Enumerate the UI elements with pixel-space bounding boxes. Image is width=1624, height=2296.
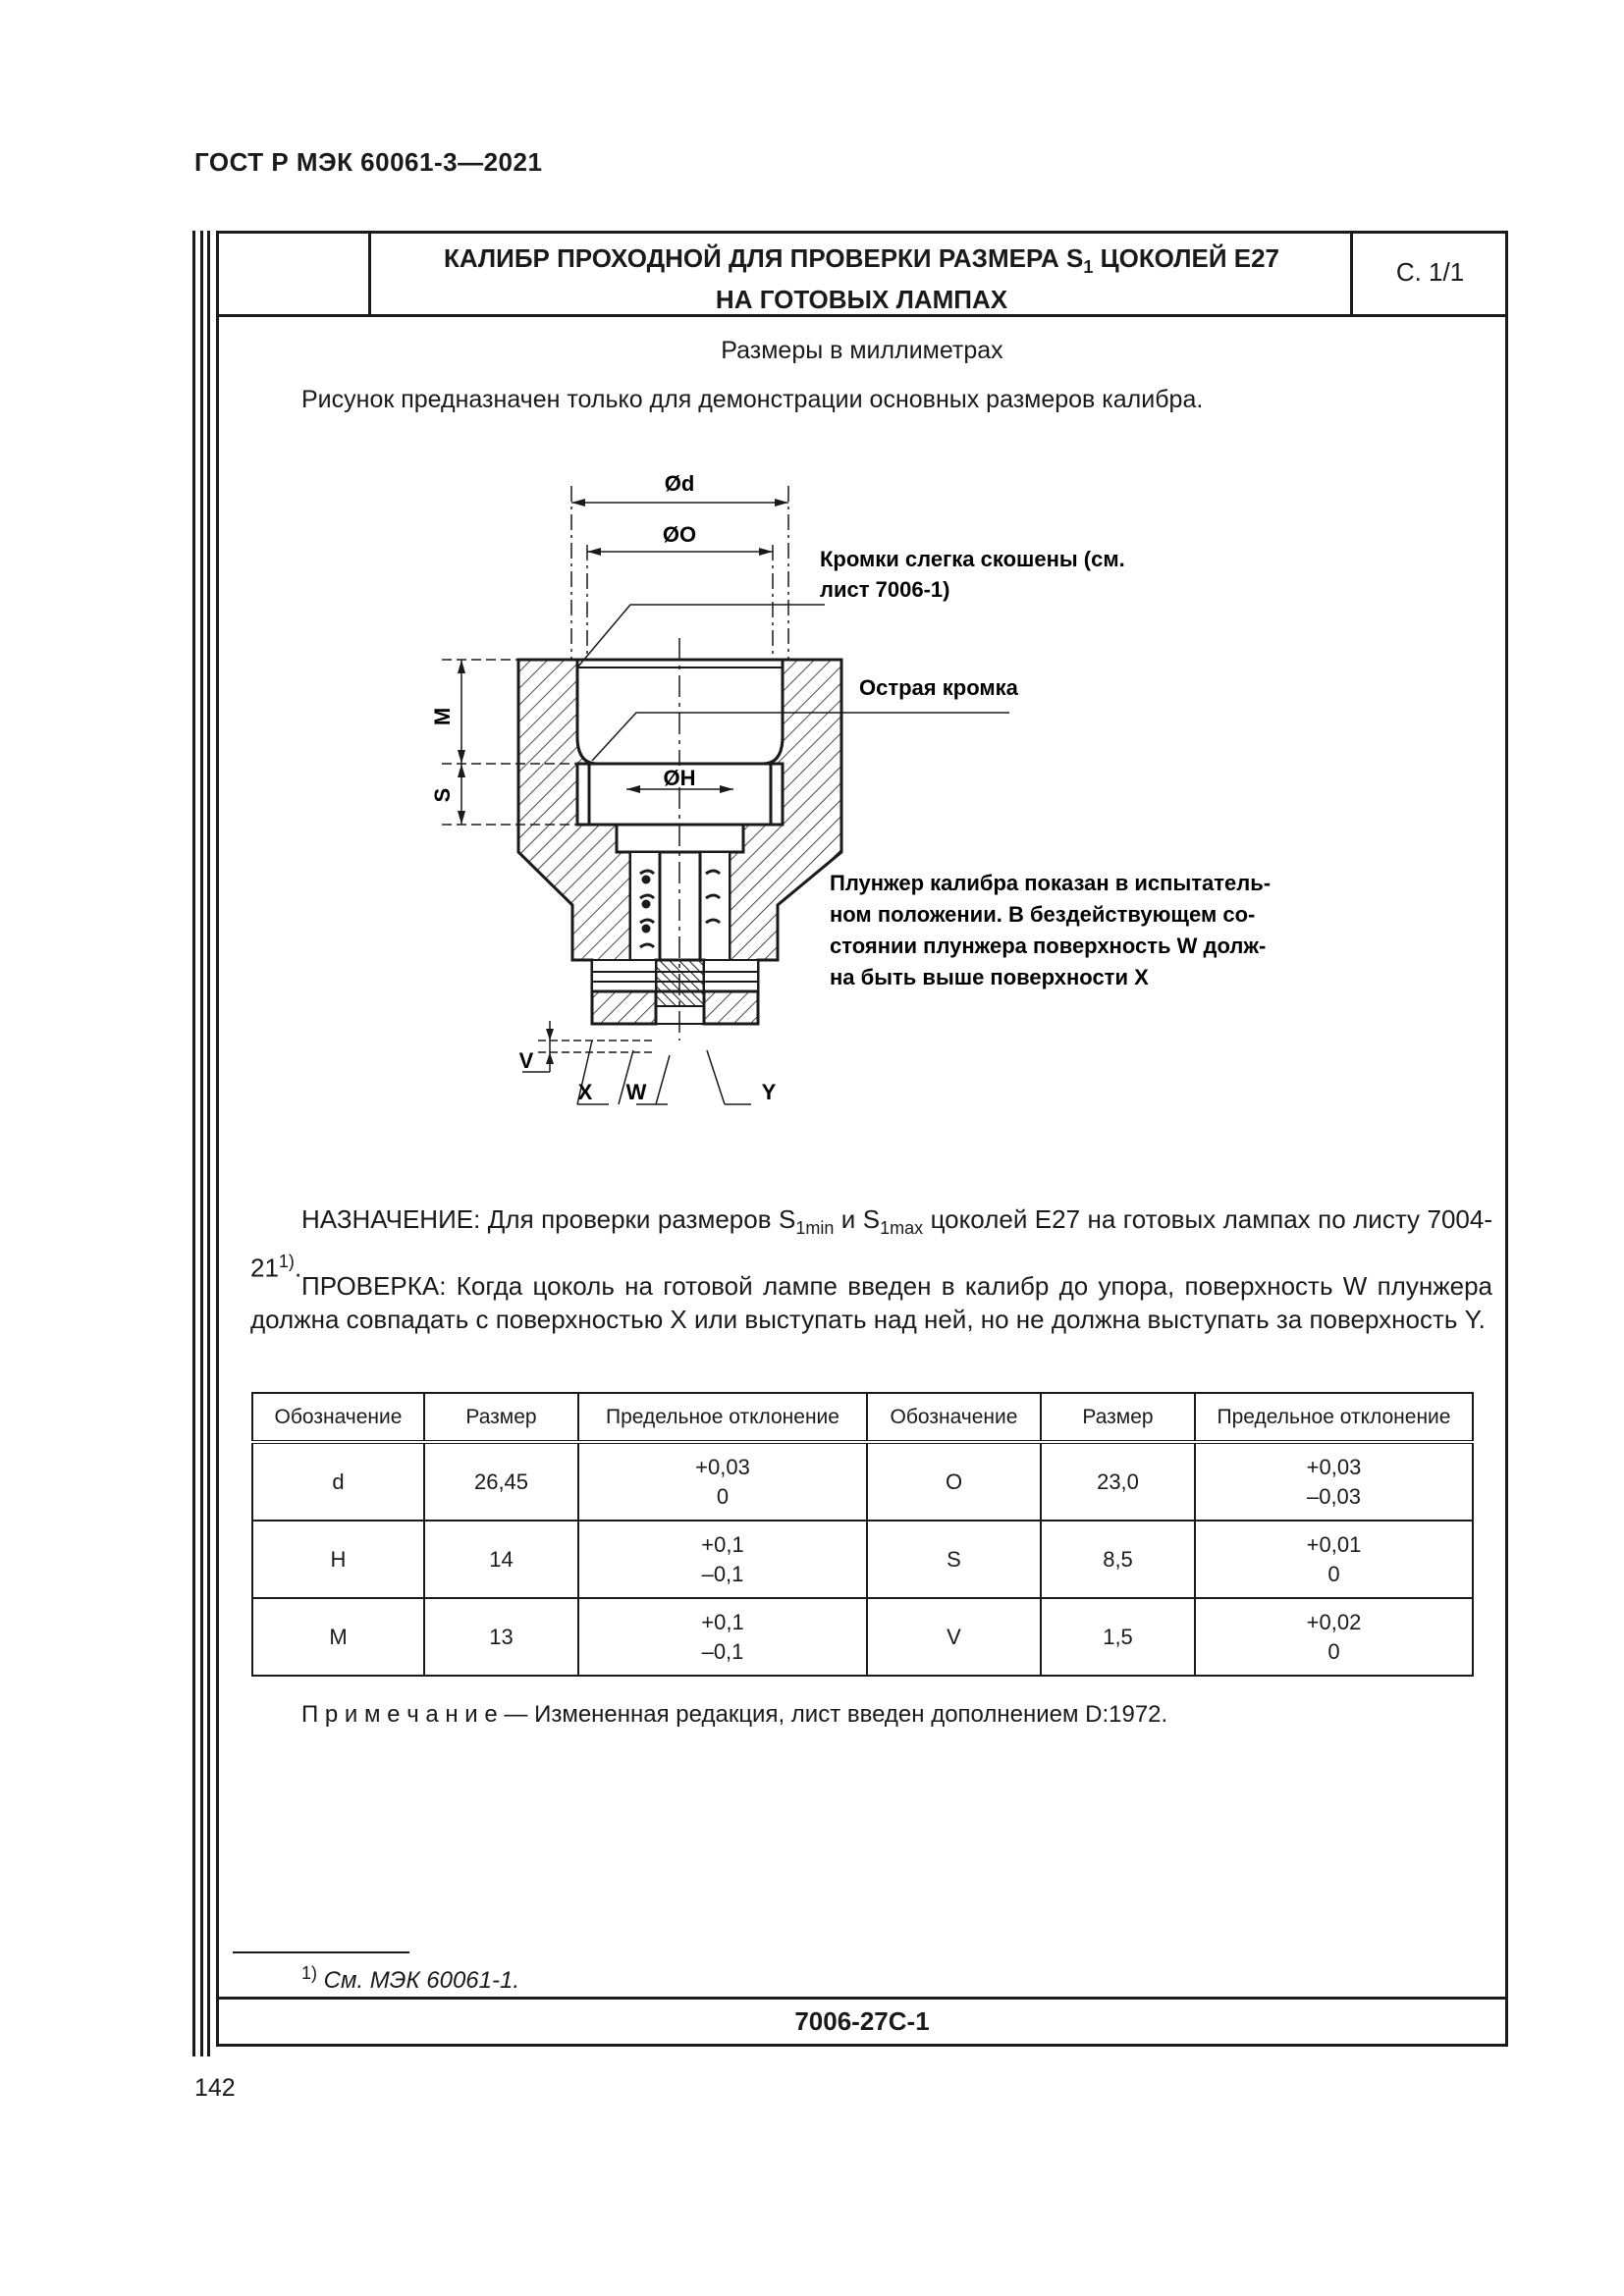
table-row — [252, 1442, 1473, 1521]
dim-o-label: ØO — [662, 522, 697, 547]
page-number: 142 — [194, 2074, 236, 2102]
callout-edges-line2: лист 7006-1) — [820, 577, 950, 602]
dim-s-label: S — [430, 787, 455, 803]
callout-plunger-line1: Плунжер калибра показан в испытатель- — [830, 871, 1272, 895]
cell-tolerance: +0,03 0 — [578, 1442, 867, 1521]
cell-size: 8,5 — [1041, 1521, 1195, 1598]
cell-symbol: V — [867, 1598, 1041, 1676]
label-y: Y — [761, 1080, 777, 1104]
cell-size: 26,45 — [424, 1442, 578, 1521]
label-w: W — [625, 1080, 647, 1104]
sheet-code: 7006-27C-1 — [794, 2006, 930, 2036]
table-header: Размер — [424, 1393, 578, 1442]
footnote: $^{1)}$ См. МЭК 60061-1. — [301, 1963, 520, 1994]
binding-line — [200, 231, 203, 2056]
check-paragraph: ПРОВЕРКА: Когда цоколь на готовой лампе введен в калибр до упора, поверхность W плунжера должна совпадать с поверхностью X или выступать над ней, но не должна выступать за поверхность Y. — [250, 1271, 1492, 1334]
footnote-divider — [233, 1951, 409, 1953]
cell-symbol: S — [867, 1521, 1041, 1598]
cell-size: 14 — [424, 1521, 578, 1598]
note: П р и м е ч а н и е — Измененная редакция, лист введен дополнением D:1972. — [301, 1701, 1168, 1728]
cell-symbol: H — [252, 1521, 424, 1598]
table-header: Предельное отклонение — [578, 1393, 867, 1442]
table-header: Обозначение — [252, 1393, 424, 1442]
cell-tolerance: +0,1 –0,1 — [578, 1598, 867, 1676]
cell-tolerance: +0,02 0 — [1195, 1598, 1473, 1676]
cell-symbol: M — [252, 1598, 424, 1676]
dim-v-label: V — [518, 1048, 534, 1073]
purpose-paragraph: НАЗНАЧЕНИЕ: Для проверки размеров $S_{1min}$ и $S_{1max}$ цоколей E27 на готовых лампах по листу 7004-21$^{1)}$. — [250, 1204, 1492, 1283]
label-x: X — [577, 1080, 593, 1104]
cell-symbol: d — [252, 1442, 424, 1521]
units-note: Размеры в миллиметрах — [721, 337, 1003, 364]
callout-edges-line1: Кромки слегка скошены (см. — [820, 547, 1125, 571]
dim-h-label: ØH — [663, 766, 696, 790]
cell-size: 23,0 — [1041, 1442, 1195, 1521]
cell-tolerance: +0,01 0 — [1195, 1521, 1473, 1598]
callout-plunger-line2: ном положении. В бездействующем со- — [830, 902, 1256, 927]
cell-tolerance: +0,1 –0,1 — [578, 1521, 867, 1598]
gauge-drawing — [412, 461, 1335, 1129]
sheet-title: КАЛИБР ПРОХОДНОЙ ДЛЯ ПРОВЕРКИ РАЗМЕРА $S_1$ ЦОКОЛЕЙ E27 НА ГОТОВЫХ ЛАМПАХ — [443, 243, 1280, 315]
cell-tolerance: +0,03 –0,03 — [1195, 1442, 1473, 1521]
cell-size: 13 — [424, 1598, 578, 1676]
dim-d-label: Ød — [664, 471, 695, 496]
binding-line — [192, 231, 195, 2056]
binding-line — [207, 231, 210, 2056]
dim-m-label: M — [430, 707, 455, 726]
dimensions-table — [251, 1392, 1474, 1677]
table-header: Размер — [1041, 1393, 1195, 1442]
cell-symbol: O — [867, 1442, 1041, 1521]
gauge-bore — [577, 660, 783, 764]
table-header: Предельное отклонение — [1195, 1393, 1473, 1442]
document-header: ГОСТ Р МЭК 60061-3—2021 — [194, 147, 543, 177]
table-row — [252, 1598, 1473, 1676]
sheet-page-number: С. 1/1 — [1395, 257, 1465, 287]
callout-sharp-edge: Острая кромка — [859, 675, 1018, 700]
callout-plunger-line4: на быть выше поверхности X — [830, 965, 1149, 989]
cell-size: 1,5 — [1041, 1598, 1195, 1676]
callout-plunger-line3: стоянии плунжера поверхность W долж- — [830, 934, 1267, 958]
intro-text: Рисунок предназначен только для демонстрации основных размеров калибра. — [301, 386, 1204, 413]
table-header: Обозначение — [867, 1393, 1041, 1442]
table-row — [252, 1521, 1473, 1598]
